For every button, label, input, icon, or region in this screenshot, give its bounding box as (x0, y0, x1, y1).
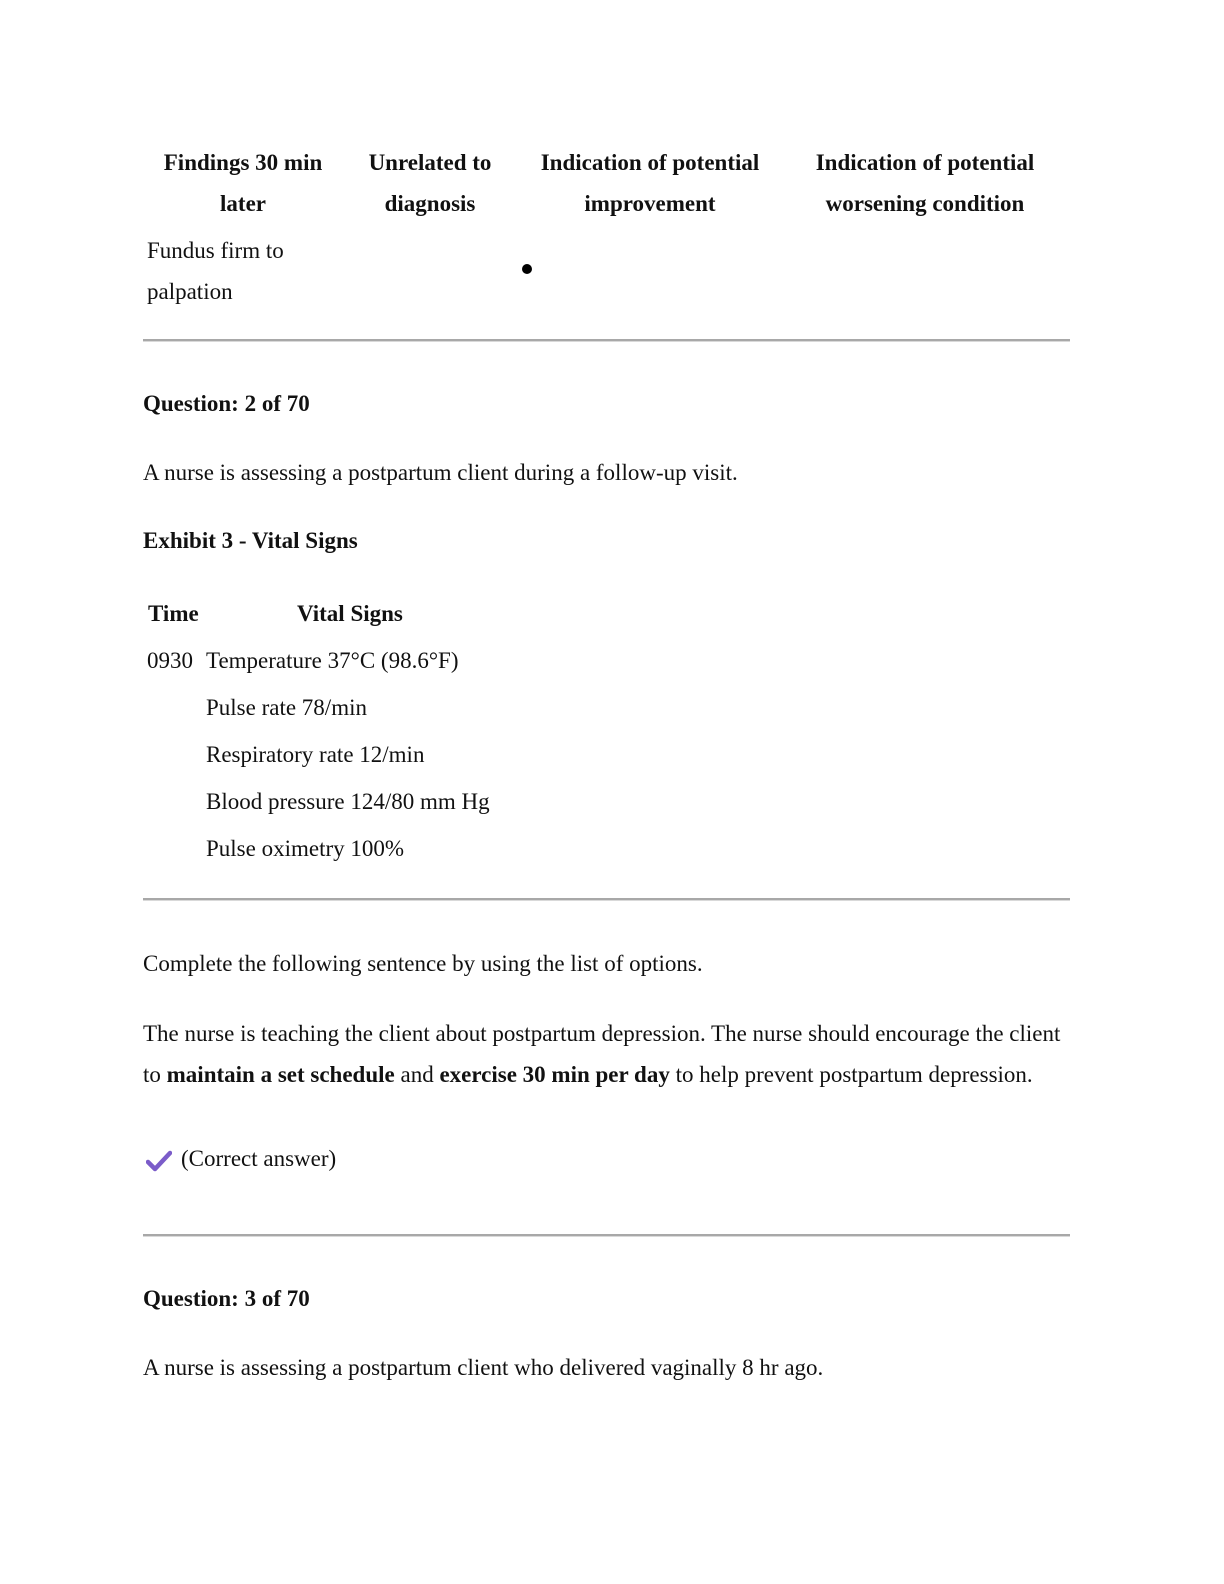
vitals-header-time: Time (148, 601, 199, 626)
vital-respiratory-rate: Respiratory rate 12/min (206, 742, 425, 767)
selected-radio-dot[interactable] (522, 264, 532, 274)
sentence-part: The nurse is teaching the client about postpartum depression. The nurse should encourage the client to (143, 1021, 1061, 1087)
header-line: Indication of potential (815, 150, 1035, 175)
header-line: Findings 30 min (163, 150, 323, 175)
sentence-part: and (394, 1062, 440, 1087)
finding-row-label (147, 230, 284, 312)
question-stem: A nurse is assessing a postpartum client during a follow-up visit. (143, 460, 738, 485)
answer-choice-1: maintain a set schedule (166, 1062, 395, 1087)
vitals-header-vital-signs: Vital Signs (297, 601, 403, 626)
header-line: Indication of potential (540, 150, 760, 175)
question-stem: A nurse is assessing a postpartum client who delivered vaginally 8 hr ago. (143, 1355, 824, 1380)
answer-sentence (143, 1013, 1063, 1095)
vital-pulse-oximetry: Pulse oximetry 100% (206, 836, 405, 861)
header-line: worsening condition (825, 191, 1025, 216)
vitals-time: 0930 (147, 648, 193, 673)
header-line: Unrelated to (368, 150, 492, 175)
vital-temperature: Temperature 37°C (98.6°F) (206, 648, 459, 673)
vital-pulse-rate: Pulse rate 78/min (206, 695, 367, 720)
vital-blood-pressure: Blood pressure 124/80 mm Hg (206, 789, 490, 814)
column-header-unrelated (350, 142, 510, 224)
column-header-improvement (530, 142, 770, 224)
answer-choice-2: exercise 30 min per day (439, 1062, 670, 1087)
exhibit-title: Exhibit 3 - Vital Signs (143, 528, 358, 553)
finding-line: palpation (147, 279, 233, 304)
correct-answer-text: (Correct answer) (181, 1146, 337, 1171)
sentence-part: to help prevent postpartum depression. (669, 1062, 1033, 1087)
header-line: diagnosis (384, 191, 476, 216)
column-header-findings (150, 142, 336, 224)
header-line: improvement (584, 191, 716, 216)
header-line: later (220, 191, 266, 216)
section-divider (143, 1234, 1070, 1237)
section-divider (143, 898, 1070, 901)
column-header-worsening (800, 142, 1050, 224)
instruction-text: Complete the following sentence by using the list of options. (143, 951, 703, 976)
checkmark-icon (146, 1150, 172, 1172)
section-divider (143, 339, 1070, 342)
finding-line: Fundus firm to (147, 238, 284, 263)
question-label: Question: 2 of 70 (143, 391, 310, 416)
question-label: Question: 3 of 70 (143, 1286, 310, 1311)
